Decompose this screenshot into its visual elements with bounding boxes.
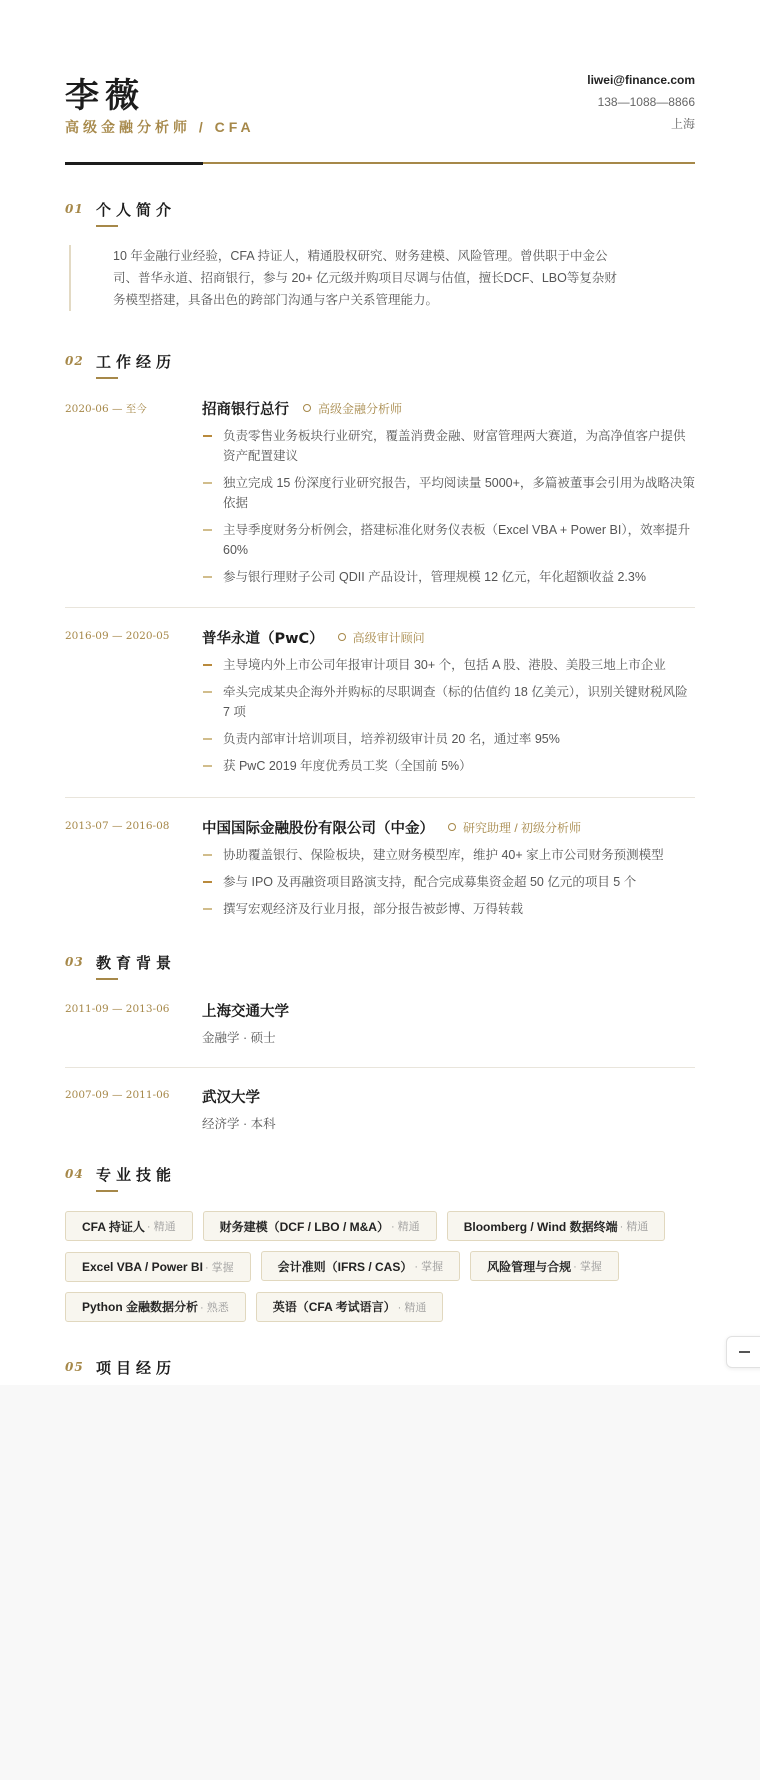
job-bullets — [202, 845, 695, 919]
education-date: 2007-09 — 2011-06 — [65, 1089, 170, 1101]
list-item: 参与银行理财子公司 QDII 产品设计，管理规模 12 亿元，年化超额收益 2.3% — [202, 567, 695, 587]
job-bullets — [202, 655, 695, 776]
contact-phone: 138—1088—8866 — [597, 95, 695, 109]
list-item: 参与 IPO 及再融资项目路演支持，配合完成募集资金超 50 亿元的项目 5 个 — [202, 872, 695, 892]
dash-icon — [203, 854, 212, 856]
job-position — [448, 819, 581, 836]
education-school: 上海交通大学 — [202, 1004, 289, 1020]
education-degree: 金融学 · 硕士 — [202, 1031, 276, 1045]
skills-list — [65, 1211, 695, 1332]
education-school: 武汉大学 — [202, 1090, 260, 1106]
skill-tag: 会计准则（IFRS / CAS） · 掌握 — [261, 1251, 460, 1281]
dash-icon — [203, 765, 212, 767]
list-item: 独立完成 15 份深度行业研究报告，平均阅读量 5000+，多篇被董事会引用为战略决策依据 — [202, 473, 695, 513]
skill-tag: Bloomberg / Wind 数据终端 · 精通 — [447, 1211, 666, 1241]
section-number: 04 — [65, 1167, 84, 1181]
skill-tag: CFA 持证人 · 精通 — [65, 1211, 193, 1241]
list-item: 主导境内外上市公司年报审计项目 30+ 个，包括 A 股、港股、美股三地上市企业 — [202, 655, 695, 675]
section-title: 项目经历 — [96, 1359, 177, 1377]
dash-icon — [203, 881, 212, 883]
job-date: 2016-09 — 2020-05 — [65, 630, 170, 642]
circle-icon — [448, 823, 456, 831]
candidate-title: 高级金融分析师 / CFA — [65, 119, 255, 135]
section-title: 专业技能 — [96, 1166, 177, 1184]
circle-icon — [303, 404, 311, 412]
entry-divider — [65, 1067, 695, 1068]
job-position-label: 高级金融分析师 — [318, 401, 403, 416]
entry-divider — [65, 797, 695, 798]
skill-tag: Excel VBA / Power BI · 掌握 — [65, 1252, 251, 1282]
skill-tag: Python 金融数据分析 · 熟悉 — [65, 1292, 246, 1322]
dash-icon — [203, 664, 212, 666]
list-item: 获 PwC 2019 年度优秀员工奖（全国前 5%） — [202, 756, 695, 776]
skill-tag: 财务建模（DCF / LBO / M&A） · 精通 — [203, 1211, 437, 1241]
job-company: 中国国际金融股份有限公司（中金） — [202, 820, 434, 837]
dash-icon — [203, 529, 212, 531]
section-underline — [96, 377, 118, 379]
section-underline — [96, 225, 118, 227]
dash-icon — [203, 435, 212, 437]
section-title: 个人简介 — [96, 201, 177, 219]
contact-email[interactable]: liwei@finance.com — [587, 73, 695, 87]
job-date: 2020-06 — 至今 — [65, 403, 147, 415]
section-underline — [96, 1190, 118, 1192]
list-item: 撰写宏观经济及行业月报，部分报告被彭博、万得转载 — [202, 899, 695, 919]
list-item: 主导季度财务分析例会，搭建标准化财务仪表板（Excel VBA + Power BI），效率提升 60% — [202, 520, 695, 560]
list-item: 负责零售业务板块行业研究，覆盖消费金融、财富管理两大赛道，为高净值客户提供资产配置建议 — [202, 426, 695, 466]
list-item: 牵头完成某央企海外并购标的尽职调查（标的估值约 18 亿美元），识别关键财税风险 7 项 — [202, 682, 695, 722]
candidate-name: 李薇 — [65, 76, 145, 116]
section-title: 工作经历 — [96, 353, 177, 371]
job-position-label: 高级审计顾问 — [352, 630, 425, 645]
dash-icon — [203, 908, 212, 910]
collapse-button[interactable] — [726, 1336, 760, 1368]
entry-divider — [65, 607, 695, 608]
section-number: 02 — [65, 354, 84, 368]
section-title: 教育背景 — [96, 954, 177, 972]
skill-tag: 风险管理与合规 · 掌握 — [470, 1251, 619, 1281]
circle-icon — [338, 633, 346, 641]
list-item: 协助覆盖银行、保险板块，建立财务模型库，维护 40+ 家上市公司财务预测模型 — [202, 845, 695, 865]
education-date: 2011-09 — 2013-06 — [65, 1003, 170, 1015]
section-underline — [96, 978, 118, 980]
job-position-label: 研究助理 / 初级分析师 — [463, 820, 582, 835]
skill-tag: 英语（CFA 考试语言） · 精通 — [256, 1292, 444, 1322]
job-position — [338, 629, 425, 646]
section-number: 03 — [65, 955, 84, 969]
job-company: 招商银行总行 — [202, 401, 289, 418]
dash-icon — [203, 738, 212, 740]
header-divider-accent — [65, 162, 203, 165]
job-position — [303, 400, 402, 417]
dash-icon — [203, 576, 212, 578]
dash-icon — [203, 482, 212, 484]
job-company: 普华永道（PwC） — [202, 630, 324, 647]
list-item: 负责内部审计培训项目，培养初级审计员 20 名，通过率 95% — [202, 729, 695, 749]
job-date: 2013-07 — 2016-08 — [65, 820, 170, 832]
section-number: 05 — [65, 1360, 84, 1374]
contact-block — [587, 72, 695, 138]
dash-icon — [203, 691, 212, 693]
contact-city: 上海 — [670, 117, 695, 131]
job-bullets — [202, 426, 695, 587]
section-number: 01 — [65, 202, 84, 216]
education-degree: 经济学 · 本科 — [202, 1117, 276, 1131]
minus-icon — [739, 1351, 750, 1353]
summary-text: 10 年金融行业经验，CFA 持证人，精通股权研究、财务建模、风险管理。曾供职于中金公司、普华永道、招商银行，参与 20+ 亿元级并购项目尽调与估值，擅长DCF、LBO等复杂财务模型搭建，具备出色的跨部门沟通与客户关系管理能力。 — [69, 245, 629, 311]
